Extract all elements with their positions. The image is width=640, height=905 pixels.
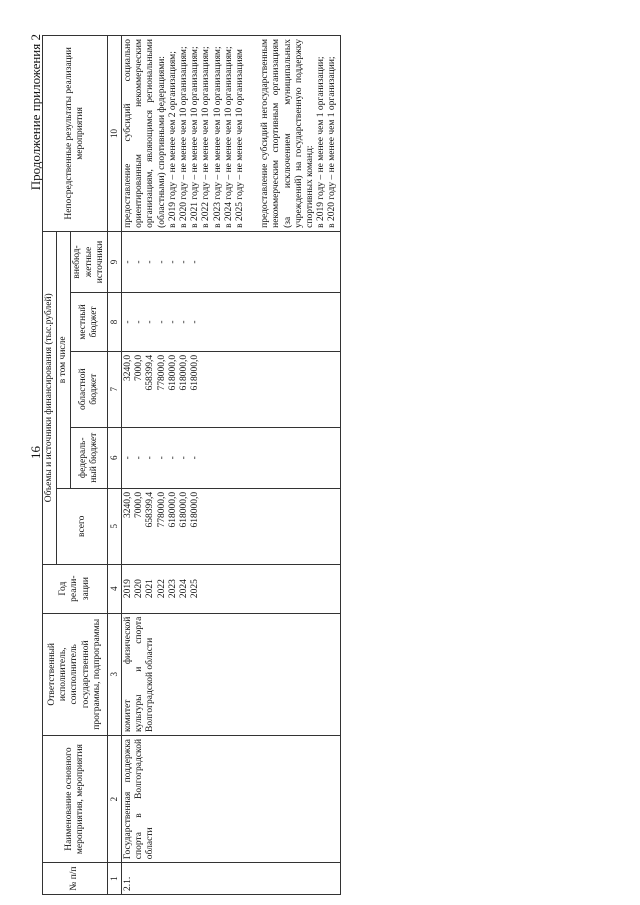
result-line: в 2023 году – не менее чем 10 организациям; — [212, 46, 223, 228]
total-value: 7000,0 — [134, 491, 145, 518]
local-value: - — [190, 320, 201, 324]
result-line: в 2019 году – не менее чем 2 организациям; — [167, 51, 178, 228]
year-value: 2024 — [179, 579, 190, 599]
column-number: 8 — [108, 293, 122, 352]
result-line: в 2021 году – не менее чем 10 организациям; — [190, 46, 201, 228]
federal-value: - — [145, 456, 156, 460]
extra-value: - — [145, 260, 156, 264]
column-number: 1 — [108, 863, 122, 895]
column-number: 3 — [108, 613, 122, 735]
total-value: 658399,4 — [145, 491, 156, 528]
total-value: 618000,0 — [190, 491, 201, 528]
header-regional: областной бюджет — [71, 351, 108, 427]
column-number-row — [108, 36, 122, 895]
extra-value: - — [179, 260, 190, 264]
local-value: - — [134, 320, 145, 324]
results-cell — [122, 36, 341, 232]
total-value: 778000,0 — [156, 491, 167, 528]
page-number: 16 — [28, 446, 43, 459]
result-line: в 2022 году – не менее чем 10 организациям; — [201, 46, 212, 228]
local-value: - — [156, 320, 167, 324]
extra-value: - — [134, 260, 145, 264]
result-line: в 2020 году – не менее чем 10 организациям; — [179, 46, 190, 228]
regional-value: 618000,0 — [179, 354, 190, 391]
header-total: всего — [57, 488, 108, 564]
result-line: в 2020 году – не менее чем 1 организации; — [327, 56, 338, 228]
result-line: в 2024 году – не менее чем 10 организациям; — [223, 46, 234, 228]
federal-value: - — [167, 456, 178, 460]
federal-value: - — [156, 456, 167, 460]
year-value: 2020 — [134, 579, 145, 599]
column-number: 2 — [108, 735, 122, 862]
year-value: 2023 — [167, 579, 178, 599]
extra-value: - — [190, 260, 201, 264]
header-results: Непосредственные результаты реализации мероприятия — [43, 36, 108, 232]
federal-value: - — [179, 456, 190, 460]
result-line: в 2019 году – не менее чем 1 организации; — [316, 56, 327, 228]
header-extra: внебюд- жетные источники — [71, 231, 108, 292]
extra-value: - — [167, 260, 178, 264]
local-value: - — [145, 320, 156, 324]
total-cell — [122, 488, 341, 564]
regional-cell — [122, 351, 341, 427]
total-value: 618000,0 — [167, 491, 178, 528]
row-name: Государственная поддержка спорта в Волгоградской области — [122, 735, 341, 862]
header-year: Год реали- зации — [43, 564, 108, 613]
year-value: 2021 — [145, 579, 156, 599]
column-number: 4 — [108, 564, 122, 613]
program-table — [42, 35, 341, 895]
spacer — [246, 39, 260, 228]
header-federal: федераль- ный бюджет — [71, 427, 108, 488]
row-number: 2.1. — [122, 863, 341, 895]
regional-value: 7000,0 — [134, 354, 145, 381]
total-value: 3240,0 — [123, 491, 134, 518]
header-in-that-number: в том числе — [57, 231, 71, 488]
extra-value: - — [156, 260, 167, 264]
local-value: - — [179, 320, 190, 324]
extra-cell — [122, 231, 341, 292]
result-line: предоставление субсидий негосударственным некоммерческим спортивным организациям (за исключением муниципальных учреждений) на государственную поддержку спортивных команд: — [260, 39, 316, 228]
row-executor: комитет физической культуры и спорта Волгоградской области — [122, 613, 341, 735]
local-cell — [122, 293, 341, 352]
column-number: 9 — [108, 231, 122, 292]
appendix-label: Продолжение приложения 2 — [28, 34, 43, 191]
regional-value: 658399,4 — [145, 354, 156, 391]
header-name: Наименование основного мероприятия, мероприятия — [43, 735, 108, 862]
header-num: № п/п — [43, 863, 108, 895]
header-local: местный бюджет — [71, 293, 108, 352]
regional-value: 618000,0 — [167, 354, 178, 391]
federal-value: - — [134, 456, 145, 460]
regional-value: 3240,0 — [123, 354, 134, 381]
federal-cell — [122, 427, 341, 488]
year-value: 2019 — [123, 579, 134, 599]
column-number: 7 — [108, 351, 122, 427]
local-value: - — [123, 320, 134, 324]
local-value: - — [167, 320, 178, 324]
regional-value: 618000,0 — [190, 354, 201, 391]
table-row — [122, 36, 341, 895]
regional-value: 778000,0 — [156, 354, 167, 391]
column-number: 5 — [108, 488, 122, 564]
federal-value: - — [123, 456, 134, 460]
extra-value: - — [123, 260, 134, 264]
year-value: 2025 — [190, 579, 201, 599]
header-funding: Объемы и источники финансирования (тыс.рублей) — [43, 231, 57, 564]
total-value: 618000,0 — [179, 491, 190, 528]
column-number: 6 — [108, 427, 122, 488]
header-executor: Ответственный исполнитель, соисполнитель государственной программы, подпрограммы — [43, 613, 108, 735]
result-line: предоставление субсидий социально ориентированным некоммерческим организациям, являющимся региональными (областными) спортивными федерациями: — [123, 39, 167, 228]
column-number: 10 — [108, 36, 122, 232]
year-value: 2022 — [156, 579, 167, 599]
result-line: в 2025 году – не менее чем 10 организациям — [235, 49, 246, 228]
years-cell — [122, 564, 341, 613]
federal-value: - — [190, 456, 201, 460]
